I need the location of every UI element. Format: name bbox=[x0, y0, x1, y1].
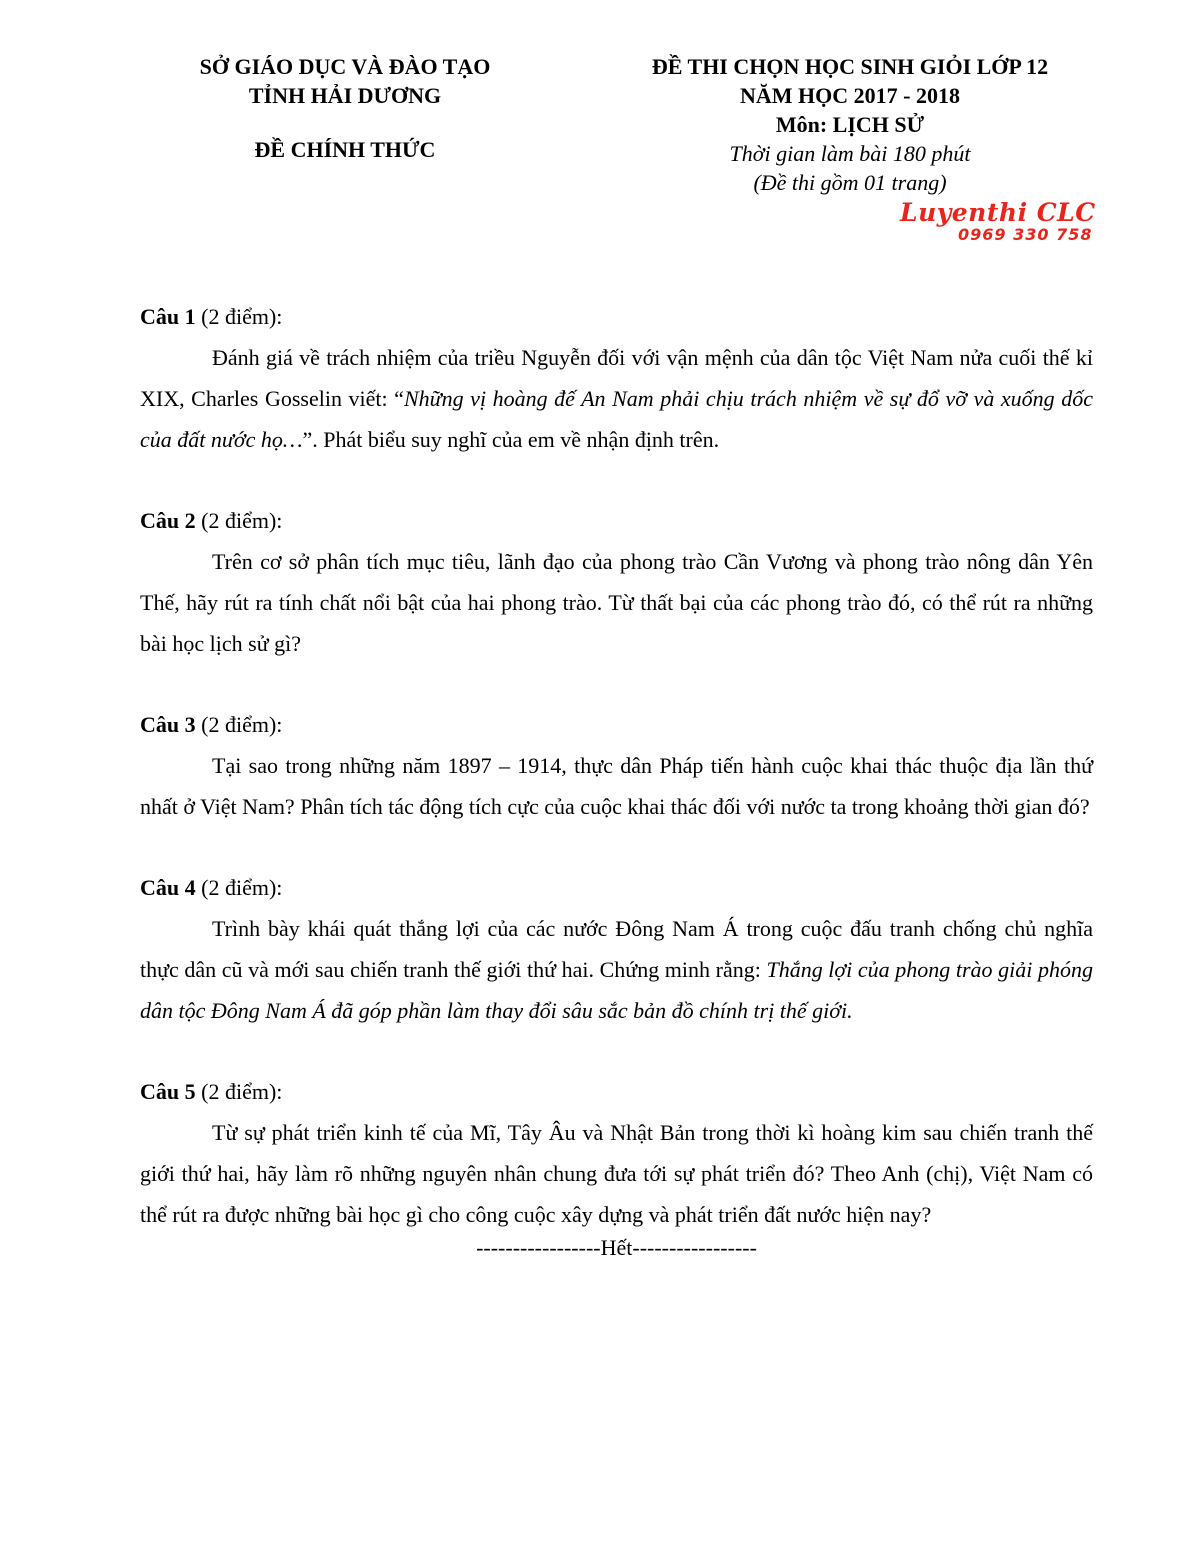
question-points: (2 điểm): bbox=[195, 1079, 283, 1104]
department-name: SỞ GIÁO DỤC VÀ ĐÀO TẠO bbox=[199, 54, 491, 79]
header-left bbox=[145, 52, 545, 164]
question-text: Từ sự phát triển kinh tế của Mĩ, Tây Âu và Nhật Bản trong thời kì hoàng kim sau chiến tranh thế giới thứ hai, hãy làm rõ những nguyên nhân chung đưa tới sự phát triển đó? Theo Anh (chị), Việt Nam có thể rút ra được những bài học gì cho công cuộc xây dựng và phát triển đất nước hiện nay? bbox=[140, 1120, 1093, 1227]
end-marker: -----------------Hết----------------- bbox=[476, 1235, 757, 1260]
quoted-text: Thắng lợi của phong trào giải phóng dân tộc Đông Nam Á đã góp phần làm thay đổi sâu sắc bản đồ chính trị thế giới. bbox=[140, 957, 1093, 1023]
official-status: ĐỀ CHÍNH THỨC bbox=[254, 137, 436, 162]
brand-phone: 0969 330 758 bbox=[958, 225, 1093, 244]
province-name: TỈNH HẢI DƯƠNG bbox=[248, 83, 442, 108]
question-2 bbox=[140, 500, 1093, 664]
header-right bbox=[590, 52, 1110, 197]
question-label: Câu 5 bbox=[140, 1079, 196, 1104]
question-text: Đánh giá về trách nhiệm của triều Nguyễn đối với vận mệnh của dân tộc Việt Nam nửa cuối thế kỉ XIX, Charles Gosselin viết: “Những vị hoàng đế An Nam phải chịu trách nhiệm về sự đổ vỡ và xuống dốc của đất nước họ…”. Phát biểu suy nghĩ của em về nhận định trên. bbox=[140, 345, 1093, 452]
quoted-text: Những vị hoàng đế An Nam phải chịu trách nhiệm về sự đổ vỡ và xuống dốc của đất nước họ… bbox=[140, 386, 1093, 452]
questions-list bbox=[140, 296, 1093, 1263]
exam-title: ĐỀ THI CHỌN HỌC SINH GIỎI LỚP 12 bbox=[651, 54, 1049, 79]
question-label: Câu 4 bbox=[140, 875, 196, 900]
exam-duration: Thời gian làm bài 180 phút bbox=[729, 141, 971, 166]
question-5 bbox=[140, 1071, 1093, 1235]
question-points: (2 điểm): bbox=[195, 508, 283, 533]
subject: Môn: LỊCH SỬ bbox=[775, 112, 925, 137]
brand-logo bbox=[900, 200, 1120, 246]
brand-name: Luyenthi CLC bbox=[900, 198, 1096, 227]
question-label: Câu 3 bbox=[140, 712, 196, 737]
pages-note: (Đề thi gồm 01 trang) bbox=[753, 170, 947, 195]
question-points: (2 điểm): bbox=[195, 712, 283, 737]
question-points: (2 điểm): bbox=[195, 875, 283, 900]
school-year: NĂM HỌC 2017 - 2018 bbox=[740, 83, 960, 108]
question-text: Tại sao trong những năm 1897 – 1914, thực dân Pháp tiến hành cuộc khai thác thuộc địa lần thứ nhất ở Việt Nam? Phân tích tác động tích cực của cuộc khai thác đối với nước ta trong khoảng thời gian đó? bbox=[140, 753, 1093, 819]
question-1 bbox=[140, 296, 1093, 460]
question-4 bbox=[140, 867, 1093, 1031]
question-label: Câu 2 bbox=[140, 508, 196, 533]
question-points: (2 điểm): bbox=[195, 304, 283, 329]
question-text: Trên cơ sở phân tích mục tiêu, lãnh đạo của phong trào Cần Vương và phong trào nông dân Yên Thế, hãy rút ra tính chất nổi bật của hai phong trào. Từ thất bại của các phong trào đó, có thể rút ra những bài học lịch sử gì? bbox=[140, 549, 1093, 656]
question-text: Trình bày khái quát thắng lợi của các nước Đông Nam Á trong cuộc đấu tranh chống chủ nghĩa thực dân cũ và mới sau chiến tranh thế giới thứ hai. Chứng minh rằng: Thắng lợi của phong trào giải phóng dân tộc Đông Nam Á đã góp phần làm thay đổi sâu sắc bản đồ chính trị thế giới. bbox=[140, 916, 1093, 1023]
question-3 bbox=[140, 704, 1093, 827]
question-label: Câu 1 bbox=[140, 304, 196, 329]
